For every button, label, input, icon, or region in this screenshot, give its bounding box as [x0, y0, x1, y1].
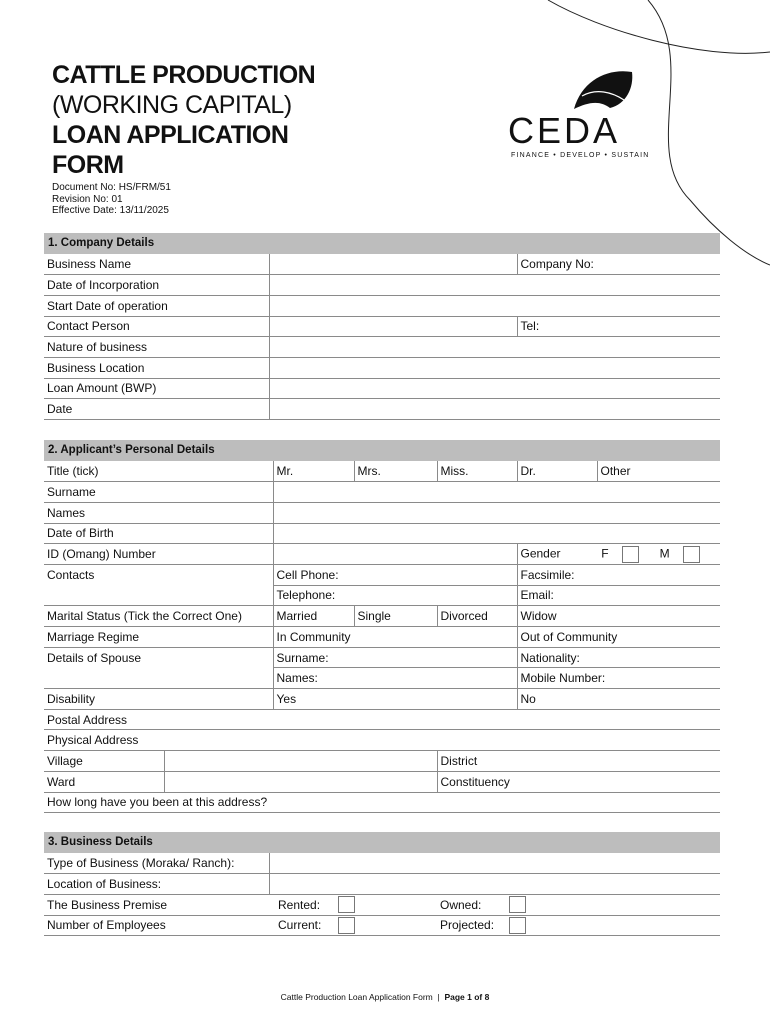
marital-single-option[interactable]: Single — [354, 606, 437, 627]
footer-page-number: Page 1 of 8 — [444, 992, 490, 1002]
section-2-header: 2. Applicant’s Personal Details — [44, 440, 720, 461]
table-row — [44, 771, 720, 792]
nature-of-business-label: Nature of business — [44, 337, 269, 358]
table-row — [44, 585, 720, 606]
address-duration-field[interactable]: How long have you been at this address? — [44, 792, 720, 813]
date-field[interactable] — [269, 399, 720, 420]
marriage-regime-label: Marriage Regime — [44, 627, 273, 648]
page-footer — [0, 992, 770, 1002]
spouse-names-field[interactable]: Names: — [273, 668, 517, 689]
title-tick-label: Title (tick) — [44, 461, 273, 482]
business-name-label: Business Name — [44, 254, 269, 275]
logo-tagline: FINANCE • DEVELOP • SUSTAIN — [511, 152, 650, 159]
projected-checkbox-cell — [506, 915, 720, 936]
table-row — [44, 295, 720, 316]
logo-wordmark: CEDA — [508, 110, 621, 151]
contact-person-field[interactable] — [269, 316, 517, 337]
disability-yes-option[interactable]: Yes — [273, 689, 517, 710]
names-label: Names — [44, 502, 273, 523]
title-line-3: LOAN APPLICATION — [52, 121, 289, 149]
start-date-label: Start Date of operation — [44, 295, 269, 316]
business-name-field[interactable] — [269, 254, 517, 275]
business-premise-label: The Business Premise — [44, 894, 269, 915]
gender-m-checkbox[interactable] — [683, 546, 700, 563]
constituency-field[interactable]: Constituency — [437, 771, 720, 792]
gender-label: Gender — [520, 546, 561, 561]
title-line-4: FORM — [52, 151, 124, 179]
surname-label: Surname — [44, 482, 273, 503]
title-dr-option[interactable]: Dr. — [517, 461, 597, 482]
form-title — [52, 60, 472, 180]
dob-label: Date of Birth — [44, 523, 273, 544]
district-field[interactable]: District — [437, 751, 720, 772]
title-other-option[interactable]: Other — [597, 461, 720, 482]
village-field[interactable] — [164, 751, 437, 772]
business-details-table — [44, 853, 720, 936]
table-row — [44, 730, 720, 751]
table-row — [44, 606, 720, 627]
table-row — [44, 254, 720, 275]
business-type-field[interactable] — [269, 853, 720, 874]
table-row — [44, 337, 720, 358]
marital-widow-option[interactable]: Widow — [517, 606, 720, 627]
footer-separator: | — [437, 992, 440, 1002]
start-date-field[interactable] — [269, 295, 720, 316]
date-label: Date — [44, 399, 269, 420]
section-1-header: 1. Company Details — [44, 233, 720, 254]
marital-status-label: Marital Status (Tick the Correct One) — [44, 606, 273, 627]
owned-label: Owned: — [433, 894, 506, 915]
current-employees-checkbox[interactable] — [338, 917, 355, 934]
email-field[interactable]: Email: — [517, 585, 720, 606]
projected-label: Projected: — [433, 915, 506, 936]
gender-f-label: F — [601, 546, 609, 561]
gender-cell — [517, 544, 720, 565]
rented-label: Rented: — [269, 894, 335, 915]
business-location-label: Business Location — [44, 357, 269, 378]
business-type-label: Type of Business (Moraka/ Ranch): — [44, 853, 269, 874]
loan-amount-field[interactable] — [269, 378, 720, 399]
table-row — [44, 792, 720, 813]
table-row — [44, 357, 720, 378]
logo-mark-icon — [508, 66, 668, 116]
business-location-field[interactable] — [269, 874, 720, 895]
business-location-label: Location of Business: — [44, 874, 269, 895]
effective-date: Effective Date: 13/11/2025 — [52, 205, 169, 216]
title-line-1: CATTLE PRODUCTION — [52, 61, 316, 89]
spouse-nationality-field[interactable]: Nationality: — [517, 647, 720, 668]
gender-m-label: M — [659, 546, 670, 561]
table-row — [44, 316, 720, 337]
marital-divorced-option[interactable]: Divorced — [437, 606, 517, 627]
title-line-2: (WORKING CAPITAL) — [52, 91, 292, 119]
footer-form-name: Cattle Production Loan Application Form — [280, 992, 433, 1002]
contact-person-label: Contact Person — [44, 316, 269, 337]
names-field[interactable] — [273, 502, 720, 523]
telephone-field[interactable]: Telephone: — [273, 585, 517, 606]
rented-checkbox[interactable] — [338, 896, 355, 913]
ceda-logo — [508, 66, 668, 162]
table-row — [44, 709, 720, 730]
title-miss-option[interactable]: Miss. — [437, 461, 517, 482]
contacts-label: Contacts — [44, 564, 273, 585]
village-label: Village — [44, 751, 164, 772]
disability-label: Disability — [44, 689, 273, 710]
loan-amount-label: Loan Amount (BWP) — [44, 378, 269, 399]
facsimile-field[interactable]: Facsimile: — [517, 564, 720, 585]
employees-label: Number of Employees — [44, 915, 269, 936]
spouse-details-spacer — [44, 668, 273, 689]
section-3-header: 3. Business Details — [44, 832, 720, 853]
spouse-details-label: Details of Spouse — [44, 647, 273, 668]
table-row — [44, 461, 720, 482]
ward-field[interactable] — [164, 771, 437, 792]
id-number-field[interactable] — [273, 544, 517, 565]
revision-number: Revision No: 01 — [52, 193, 123, 205]
section-company-details — [44, 233, 720, 420]
table-row — [44, 482, 720, 503]
table-row — [44, 275, 720, 296]
rented-checkbox-cell — [335, 894, 433, 915]
disability-no-option[interactable]: No — [517, 689, 720, 710]
business-location-field[interactable] — [269, 357, 720, 378]
ward-label: Ward — [44, 771, 164, 792]
table-row — [44, 894, 720, 915]
table-row — [44, 399, 720, 420]
tel-field[interactable]: Tel: — [517, 316, 720, 337]
table-row — [44, 915, 720, 936]
table-row — [44, 627, 720, 648]
current-checkbox-cell — [335, 915, 433, 936]
nature-of-business-field[interactable] — [269, 337, 720, 358]
section-business-details — [44, 832, 720, 936]
marital-married-option[interactable]: Married — [273, 606, 354, 627]
company-details-table — [44, 254, 720, 420]
spouse-surname-field[interactable]: Surname: — [273, 647, 517, 668]
cell-phone-field[interactable]: Cell Phone: — [273, 564, 517, 585]
table-row — [44, 668, 720, 689]
table-row — [44, 523, 720, 544]
table-row — [44, 874, 720, 895]
spouse-mobile-field[interactable]: Mobile Number: — [517, 668, 720, 689]
table-row — [44, 853, 720, 874]
dob-field[interactable] — [273, 523, 720, 544]
title-mr-option[interactable]: Mr. — [273, 461, 354, 482]
table-row — [44, 564, 720, 585]
company-no-field[interactable]: Company No: — [517, 254, 720, 275]
current-label: Current: — [269, 915, 335, 936]
gender-f-checkbox[interactable] — [622, 546, 639, 563]
physical-address-field[interactable]: Physical Address — [44, 730, 720, 751]
table-row — [44, 689, 720, 710]
table-row — [44, 751, 720, 772]
table-row — [44, 378, 720, 399]
out-community-option[interactable]: Out of Community — [517, 627, 720, 648]
table-row — [44, 544, 720, 565]
in-community-option[interactable]: In Community — [273, 627, 517, 648]
postal-address-field[interactable]: Postal Address — [44, 709, 720, 730]
section-personal-details — [44, 440, 720, 813]
owned-checkbox[interactable] — [509, 896, 526, 913]
date-incorporation-field[interactable] — [269, 275, 720, 296]
id-number-label: ID (Omang) Number — [44, 544, 273, 565]
projected-employees-checkbox[interactable] — [509, 917, 526, 934]
table-row — [44, 647, 720, 668]
owned-checkbox-cell — [506, 894, 720, 915]
document-number: Document No: HS/FRM/51 — [52, 182, 171, 193]
document-meta — [52, 182, 171, 217]
personal-details-table — [44, 461, 720, 813]
title-mrs-option[interactable]: Mrs. — [354, 461, 437, 482]
table-row — [44, 502, 720, 523]
date-incorporation-label: Date of Incorporation — [44, 275, 269, 296]
surname-field[interactable] — [273, 482, 720, 503]
contacts-label-spacer — [44, 585, 273, 606]
